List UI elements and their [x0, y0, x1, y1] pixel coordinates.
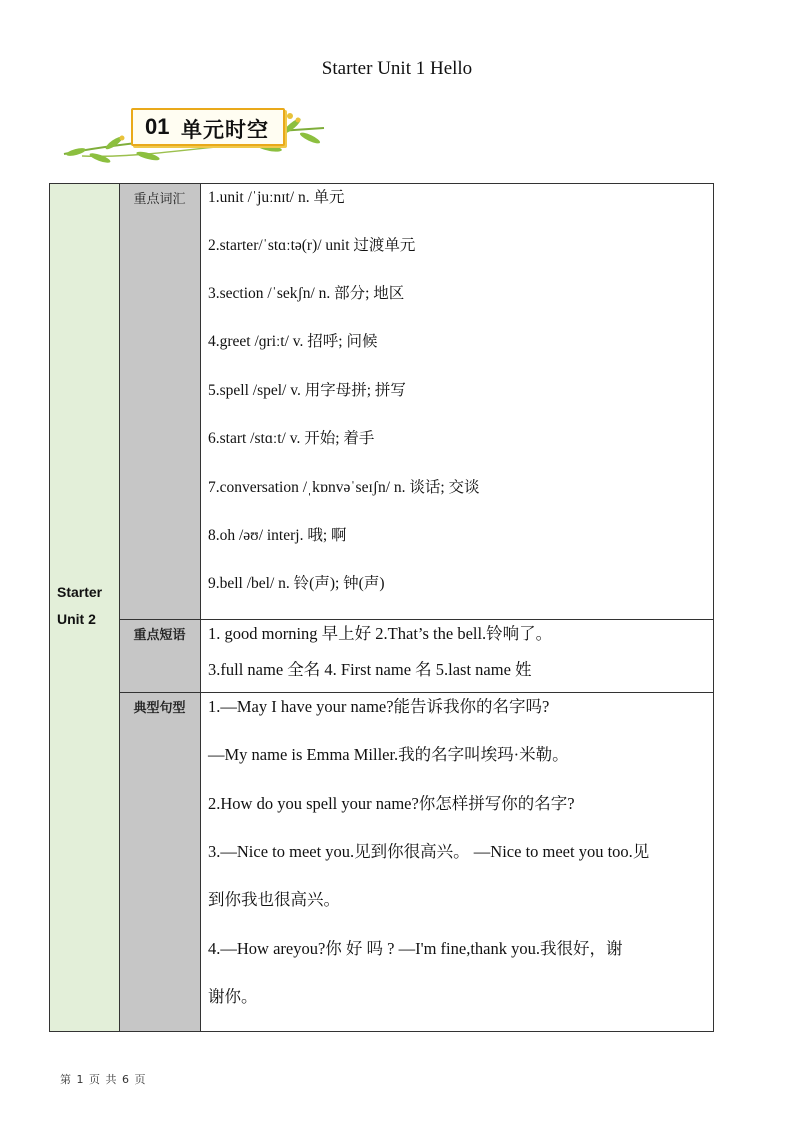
sentence-line: 1.—May I have your name?能告诉我你的名字吗?	[208, 697, 550, 716]
sentence-line: 到你我也很高兴。	[208, 890, 340, 909]
page-footer: 第 1 页 共 6 页	[60, 1073, 147, 1086]
sentence-line: 谢你。	[208, 987, 258, 1006]
banner-text: 单元时空	[181, 118, 269, 142]
document-title: Starter Unit 1 Hello	[321, 58, 473, 79]
unit-table	[49, 183, 714, 1032]
sentence-line: 2.How do you spell your name?你怎样拼写你的名字?	[208, 794, 575, 813]
sentence-line: 4.—How areyou?你 好 吗 ? —I'm fine,thank you.我很好，谢	[208, 939, 623, 958]
unit-label	[57, 579, 102, 633]
vocab-item: 9.bell /bel/ n. 铃(声); 钟(声)	[208, 575, 385, 592]
vocab-item: 5.spell /spel/ v. 用字母拼; 拼写	[208, 382, 406, 399]
vocab-item: 1.unit /ˈjuːnɪt/ n. 单元	[208, 189, 345, 206]
unit-label-line-1: Starter	[57, 584, 103, 600]
category-cell-vocabulary	[120, 183, 201, 620]
vocab-item: 3.section /ˈsekʃn/ n. 部分; 地区	[208, 285, 405, 302]
banner-number: 01	[145, 114, 170, 139]
vocab-item: 6.start /stɑːt/ v. 开始; 着手	[208, 430, 375, 447]
phrase-line: 1. good morning 早上好 2.That’s the bell.铃响了。	[208, 624, 553, 643]
vocab-item: 4.greet /ɡriːt/ v. 招呼; 问候	[208, 333, 378, 350]
sentences-cell	[201, 692, 714, 1032]
phrases-cell	[201, 619, 714, 693]
vocab-item: 7.conversation /ˌkɒnvəˈseɪʃn/ n. 谈话; 交谈	[208, 479, 480, 496]
phrase-line: 3.full name 全名 4. First name 名 5.last name 姓	[208, 660, 532, 679]
category-cell-sentences	[120, 692, 201, 1032]
sentence-line: —My name is Emma Miller.我的名字叫埃玛·米勒。	[208, 745, 569, 764]
category-label: 重点词汇	[133, 192, 186, 207]
category-label: 典型句型	[133, 701, 186, 716]
unit-column	[49, 183, 120, 1032]
banner-label-box	[131, 108, 285, 146]
category-label: 重点短语	[133, 628, 186, 643]
vocabulary-cell	[201, 183, 714, 620]
section-banner	[62, 98, 332, 174]
unit-label-line-2: Unit 2	[57, 611, 96, 627]
sentence-line: 3.—Nice to meet you.见到你很高兴。 —Nice to meet you too.见	[208, 842, 650, 861]
vocab-item: 2.starter/ˈstɑːtə(r)/ unit 过渡单元	[208, 237, 416, 254]
vocab-item: 8.oh /əʊ/ interj. 哦; 啊	[208, 527, 347, 544]
category-cell-phrases	[120, 619, 201, 693]
